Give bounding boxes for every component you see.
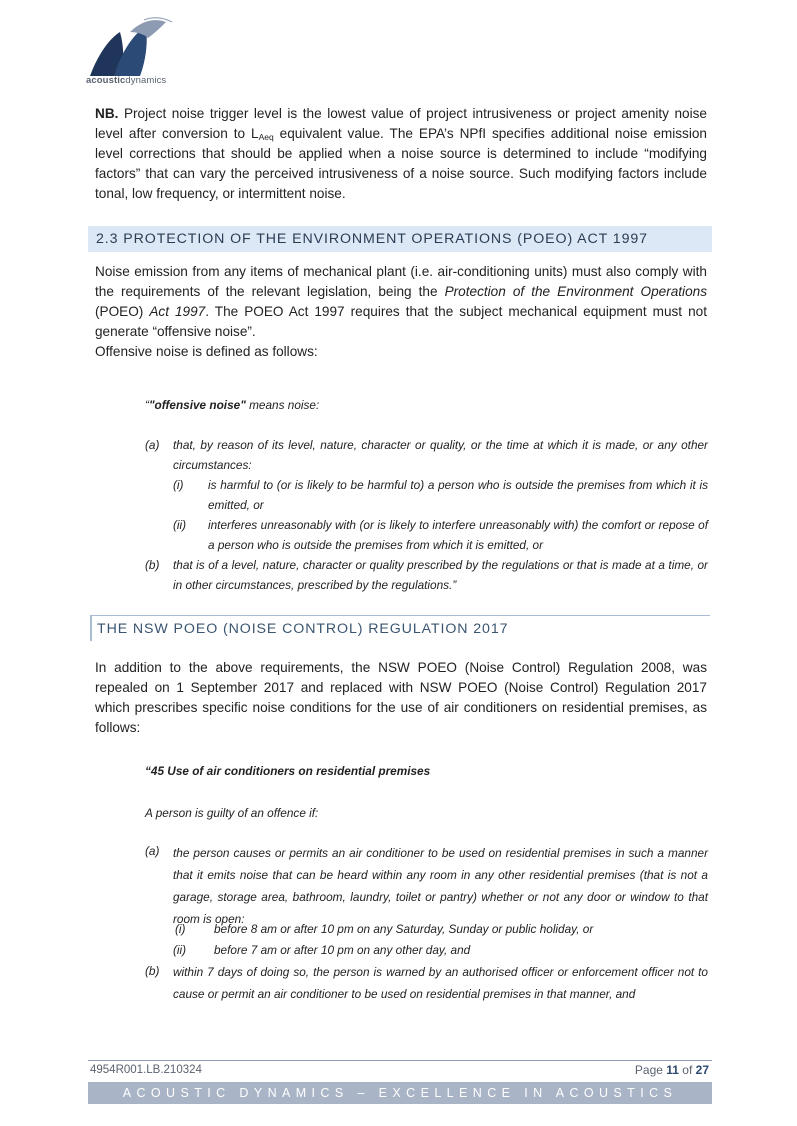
item-label-b: (b) bbox=[145, 558, 160, 572]
reg-item-text-b: within 7 days of doing so, the person is warned by an authorised officer or enforcement officer not to cause or permit an air conditioner to be used on residential premises in that manner, and bbox=[173, 965, 708, 1001]
poeo-text-mid: (POEO) bbox=[95, 304, 150, 319]
logo-word-bold: acoustic bbox=[86, 75, 126, 86]
poeo-paragraph-block bbox=[95, 262, 707, 362]
section-heading-noise-regulation: THE NSW POEO (NOISE CONTROL) REGULATION 2017 bbox=[90, 615, 710, 641]
poeo-paragraph bbox=[95, 262, 707, 342]
reg-item-text-i: before 8 am or after 10 pm on any Saturday, Sunday or public holiday, or bbox=[214, 922, 594, 936]
item-label-i: (i) bbox=[173, 478, 184, 492]
item-text-ii: interferes unreasonably with (or is likely to interfere unreasonably with) the comfort or repose of a person who is outside the premises from which it is emitted, or bbox=[208, 518, 708, 552]
footer-divider bbox=[88, 1060, 712, 1061]
guilty-line: A person is guilty of an offence if: bbox=[145, 806, 319, 820]
nb-text-2: equivalent value. The EPA’s NPfI specifies additional noise emission level corrections that should be applied when a noise source is determined to include “modifying factors” that can vary the perceived intrusiveness of a noise source. Such modifying factors include tonal, low frequency, or intermittent noise. bbox=[95, 126, 707, 201]
clause-title: “45 Use of air conditioners on residential premises bbox=[145, 764, 431, 778]
section-heading-2-3: 2.3 PROTECTION OF THE ENVIRONMENT OPERATIONS (POEO) ACT 1997 bbox=[88, 226, 712, 252]
page-prefix: Page bbox=[634, 1063, 667, 1077]
reg-item-label-i: (i) bbox=[175, 922, 186, 936]
page-current: 11 bbox=[666, 1063, 679, 1077]
definition-term: "offensive noise" bbox=[148, 398, 246, 412]
poeo-italic-act: Act 1997 bbox=[149, 304, 206, 319]
definition-line bbox=[145, 396, 319, 416]
page-total: 27 bbox=[695, 1063, 709, 1077]
poeo-italic-title: Protection of the Environment Operations bbox=[444, 284, 707, 299]
laeq-subscript: Aeq bbox=[258, 132, 274, 142]
reg-item-text-a: the person causes or permits an air conditioner to be used on residential premises in such a manner that it emits noise that can be heard within any room in any other residential premises (that is not a garage, storage area, bathroom, laundry, toilet or pantry) whether or not any door or window to that room is open: bbox=[173, 846, 708, 926]
reg-item-label-b: (b) bbox=[145, 964, 160, 978]
poeo-text-end: . The POEO Act 1997 requires that the subject mechanical equipment must not generate “offensive noise”. bbox=[95, 304, 707, 339]
item-label-ii: (ii) bbox=[173, 518, 187, 532]
nb-paragraph bbox=[95, 104, 707, 204]
footer-banner: ACOUSTIC DYNAMICS – EXCELLENCE IN ACOUSTICS bbox=[88, 1082, 712, 1104]
nb-text-1: Project noise trigger level is the lowest value of project intrusiveness or project amenity noise level after conversion to L bbox=[95, 106, 707, 141]
logo-word-light: dynamics bbox=[125, 75, 167, 86]
logo-sails-icon bbox=[84, 16, 174, 78]
offensive-noise-intro: Offensive noise is defined as follows: bbox=[95, 344, 318, 359]
regulation-paragraph-block bbox=[95, 658, 707, 738]
nb-label: NB. bbox=[95, 106, 119, 121]
poeo-text-start: Noise emission from any items of mechanical plant (i.e. air-conditioning units) must also comply with the requirements of the relevant legislation, being the bbox=[95, 264, 707, 299]
item-text-a: that, by reason of its level, nature, character or quality, or the time at which it is made, or any other circumstances: bbox=[173, 438, 708, 472]
item-label-a: (a) bbox=[145, 438, 160, 452]
logo-wordmark bbox=[86, 75, 166, 86]
item-text-i: is harmful to (or is likely to be harmful to) a person who is outside the premises from which it is emitted, or bbox=[208, 478, 708, 512]
quote-open: “ bbox=[145, 398, 149, 412]
page-of: of bbox=[678, 1063, 696, 1077]
reg-item-text-ii: before 7 am or after 10 pm on any other day, and bbox=[214, 943, 471, 957]
reg-item-label-ii: (ii) bbox=[173, 943, 187, 957]
document-reference: 4954R001.LB.210324 bbox=[90, 1064, 202, 1076]
reg-item-label-a: (a) bbox=[145, 844, 160, 858]
regulation-paragraph: In addition to the above requirements, the NSW POEO (Noise Control) Regulation 2008, was repealed on 1 September 2017 and replaced with NSW POEO (Noise Control) Regulation 2017 which prescribes specific noise conditions for the use of air conditioners on residential premises, as follows: bbox=[95, 660, 707, 735]
item-text-b: that is of a level, nature, character or quality prescribed by the regulations or that is made at a time, or in other circumstances, prescribed by the regulations.” bbox=[173, 558, 708, 592]
page-number bbox=[635, 1063, 709, 1077]
definition-rest: means noise: bbox=[245, 398, 320, 412]
company-logo bbox=[84, 16, 174, 90]
nb-note bbox=[95, 104, 707, 204]
